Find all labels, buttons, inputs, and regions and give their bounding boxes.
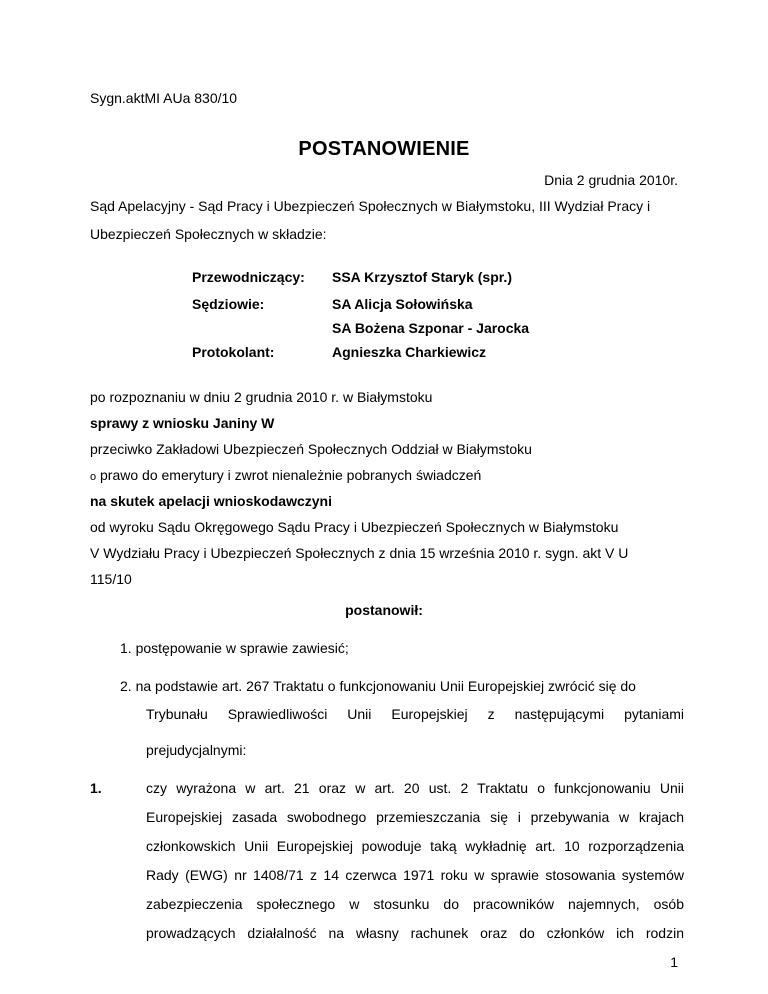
judges-label: Sędziowie: [192,296,265,312]
question-line-2: Europejskiej zasada swobodnego przemieszczania się i przebywania w krajach [146,809,684,825]
body-line-4 [90,467,481,486]
ruling-item-2-line-1: 2. na podstawie art. 267 Traktatu o funkcjonowaniu Unii Europejskiej zwrócić się do [120,678,636,694]
body-line-7: V Wydziału Pracy i Ubezpieczeń Społecznych z dnia 15 września 2010 r. sygn. akt V U [90,545,629,561]
body-line-3: przeciwko Zakładowi Ubezpieczeń Społecznych Oddział w Białymstoku [90,441,532,457]
chair-label: Przewodniczący: [192,269,305,285]
document-date: Dnia 2 grudnia 2010r. [544,172,678,188]
ruling-heading: postanowił: [345,602,423,618]
body-line-6: od wyroku Sądu Okręgowego Sądu Pracy i Ubezpieczeń Społecznych w Białymstoku [90,519,619,535]
question-line-3: członkowskich Unii Europejskiej powoduje taką wykładnię art. 10 rozporządzenia [146,838,684,854]
question-line-5: zabezpieczenia społecznego w stosunku do pracowników najemnych, osób [146,896,684,912]
ruling-item-1: 1. postępowanie w sprawie zawiesić; [120,640,349,656]
court-line-1: Sąd Apelacyjny - Sąd Pracy i Ubezpieczeń Społecznych w Białymstoku, III Wydział Pracy i [90,198,651,214]
page-number: 1 [670,954,678,970]
body-line-5: na skutek apelacji wnioskodawczyni [90,493,332,509]
body-line-4-rest: prawo do emerytury i zwrot nienależnie pobranych świadczeń [96,467,482,483]
clerk-value: Agnieszka Charkiewicz [332,344,487,360]
chair-value: SSA Krzysztof Staryk (spr.) [332,269,512,285]
body-line-2: sprawy z wniosku Janiny W [90,415,275,431]
clerk-label: Protokolant: [192,344,275,360]
case-signature: Sygn.aktMI AUa 830/10 [90,90,238,106]
document-title: POSTANOWIENIE [298,138,470,160]
question-line-6: prowadzących działalność na własny rachunek oraz do członków ich rodzin [146,925,684,941]
body-line-1: po rozpoznaniu w dniu 2 grudnia 2010 r. w Białymstoku [90,389,433,405]
court-line-2: Ubezpieczeń Społecznych w składzie: [90,226,327,242]
judge-1: SA Alicja Sołowińska [332,296,473,312]
question-line-4: Rady (EWG) nr 1408/71 z 14 czerwca 1971 roku w sprawie stosowania systemów [146,867,684,883]
body-line-4-prefix: o [90,471,97,483]
body-line-8: 115/10 [90,571,132,587]
ruling-item-2-line-2: Trybunału Sprawiedliwości Unii Europejskiej z następującymi pytaniami [146,706,684,722]
question-line-1: czy wyrażona w art. 21 oraz w art. 20 ust. 2 Traktatu o funkcjonowaniu Unii [146,780,684,796]
judge-2: SA Bożena Szponar - Jarocka [332,320,530,336]
question-number: 1. [90,780,102,796]
ruling-item-2-line-3: prejudycjalnymi: [146,742,247,758]
